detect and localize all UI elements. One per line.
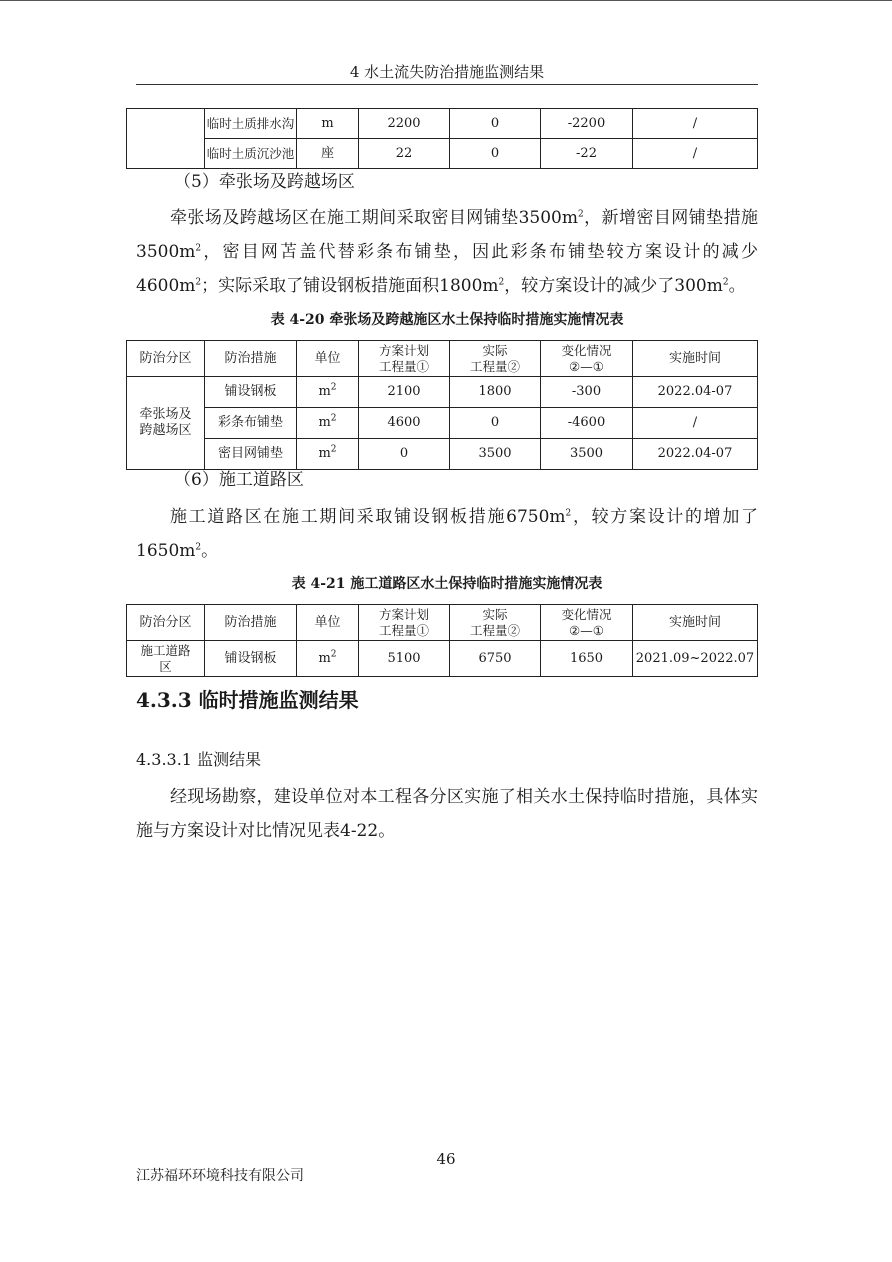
table-cell: / [633, 139, 758, 169]
superscript: 2 [195, 277, 202, 288]
zone-cell [127, 641, 205, 677]
table-row [127, 139, 758, 169]
table-cell: 0 [450, 109, 541, 139]
table-cell: 座 [297, 139, 359, 169]
unit-text: m [318, 415, 331, 430]
table-cell: 0 [359, 439, 450, 470]
table-cell: 2021.09~2022.07 [633, 641, 758, 677]
superscript: 2 [577, 209, 584, 220]
footer-company: 江苏福环环境科技有限公司 [136, 1168, 304, 1184]
table-cell: 临时土质沉沙池 [205, 139, 297, 169]
header-cell [450, 605, 541, 641]
table-cell: 彩条布铺垫 [205, 408, 297, 439]
section-title: （6）施工道路区 [174, 470, 304, 490]
text-run: ，较方案设计的减少了300m [504, 276, 723, 296]
header-line: 工程量② [469, 622, 520, 638]
paragraph [136, 500, 758, 568]
subsection-heading: 4.3.3.1 监测结果 [136, 750, 262, 769]
superscript: 2 [195, 243, 202, 254]
header-line: ②—① [569, 622, 604, 638]
header-line: 实际 [482, 342, 508, 358]
superscript: 2 [722, 277, 729, 288]
paragraph: 经现场勘察，建设单位对本工程各分区实施了相关水土保持临时措施，具体实施与方案设计对比情况见表4-22。 [136, 787, 758, 841]
page-number: 46 [436, 1150, 456, 1168]
table-cell: 2022.04-07 [633, 439, 758, 470]
table-cell: 0 [450, 139, 541, 169]
unit-text: m [318, 446, 331, 461]
superscript: 2 [330, 382, 337, 393]
table-cell: 0 [450, 408, 541, 439]
header-cell: 防治措施 [205, 605, 297, 641]
table-cell: 1650 [541, 641, 633, 677]
table-cell: 2200 [359, 109, 450, 139]
section-title: （5）牵张场及跨越场区 [174, 172, 355, 192]
top-border [0, 0, 892, 1]
table-caption: 表 4-21 施工道路区水土保持临时措施实施情况表 [291, 576, 603, 592]
zone-line: 施工道路 [140, 642, 191, 658]
header-line: 变化情况 [561, 606, 612, 622]
superscript: 2 [330, 413, 337, 424]
table-cell: 1800 [450, 377, 541, 408]
header-line: 工程量① [378, 622, 429, 638]
section-heading: 4.3.3 临时措施监测结果 [136, 688, 359, 712]
header-cell [541, 605, 633, 641]
table-cell: 密目网铺垫 [205, 439, 297, 470]
table-cell: 2100 [359, 377, 450, 408]
superscript: 2 [330, 649, 337, 660]
header-line: 实际 [482, 606, 508, 622]
table-cell: 铺设钢板 [205, 377, 297, 408]
text-run: 施工道路区在施工期间采取铺设钢板措施6750m [170, 507, 566, 527]
table-header-row [127, 341, 758, 377]
header-cell [359, 605, 450, 641]
table-cell [297, 439, 359, 470]
unit-text: m [318, 384, 331, 399]
header-line: 工程量② [469, 358, 520, 374]
table-row [127, 109, 758, 139]
table-cell: 临时土质排水沟 [205, 109, 297, 139]
paragraph [136, 201, 758, 303]
header-line: 方案计划 [378, 606, 429, 622]
table-cell: -4600 [541, 408, 633, 439]
header-line: 变化情况 [561, 342, 612, 358]
table-cell [297, 641, 359, 677]
header-cell: 单位 [297, 341, 359, 377]
table-cell: m [297, 109, 359, 139]
header-cell: 防治措施 [205, 341, 297, 377]
table-header-row [127, 605, 758, 641]
header-cell [359, 341, 450, 377]
table-row [127, 377, 758, 408]
header-cell: 实施时间 [633, 605, 758, 641]
text-run: ；实际采取了铺设钢板措施面积1800m [201, 276, 499, 296]
table-cell: 4600 [359, 408, 450, 439]
table-row [127, 408, 758, 439]
header-cell: 防治分区 [127, 605, 205, 641]
text-run: 。 [201, 541, 219, 561]
table-cell [127, 109, 205, 169]
zone-line: 区 [159, 658, 172, 674]
header-cell [541, 341, 633, 377]
header-line: ②—① [569, 358, 604, 374]
table-cell [297, 377, 359, 408]
page-header: 4 水土流失防治措施监测结果 [136, 60, 758, 85]
table-4-20 [126, 340, 758, 470]
table-cell: 22 [359, 139, 450, 169]
table-cell: / [633, 408, 758, 439]
header-cell [450, 341, 541, 377]
text-run: ，新增密目网铺垫措施3500m [136, 208, 758, 262]
zone-cell [127, 377, 205, 470]
zone-line: 牵张场及 [139, 407, 192, 422]
superscript: 2 [330, 444, 337, 455]
header-cell: 实施时间 [633, 341, 758, 377]
superscript: 2 [195, 542, 202, 553]
text-run: ，密目网苫盖代替彩条布铺垫，因此彩条布铺垫较方案设计的减少4600m [136, 242, 758, 296]
table-row [127, 641, 758, 677]
text-run: ，较方案设计的增加了1650m [136, 507, 759, 561]
table-cell: -22 [541, 139, 633, 169]
table-cell: 5100 [359, 641, 450, 677]
zone-line: 跨越场区 [139, 423, 192, 438]
unit-text: m [318, 650, 331, 666]
table-cell: 3500 [541, 439, 633, 470]
text-run: 牵张场及跨越场区在施工期间采取密目网铺垫3500m [170, 208, 578, 228]
text-run: 。 [728, 276, 746, 296]
table-cell: -2200 [541, 109, 633, 139]
header-cell: 防治分区 [127, 341, 205, 377]
superscript: 2 [565, 508, 572, 519]
superscript: 2 [498, 277, 505, 288]
header-cell: 单位 [297, 605, 359, 641]
table-cell: 6750 [450, 641, 541, 677]
table-cell: / [633, 109, 758, 139]
table-cell: 2022.04-07 [633, 377, 758, 408]
table-cell: -300 [541, 377, 633, 408]
table-cell [297, 408, 359, 439]
table-continued [126, 108, 758, 169]
header-line: 工程量① [378, 358, 429, 374]
table-cell: 铺设钢板 [205, 641, 297, 677]
header-line: 方案计划 [378, 342, 429, 358]
table-cell: 3500 [450, 439, 541, 470]
table-row [127, 439, 758, 470]
table-caption: 表 4-20 牵张场及跨越施区水土保持临时措施实施情况表 [270, 312, 624, 328]
table-4-21 [126, 604, 758, 677]
